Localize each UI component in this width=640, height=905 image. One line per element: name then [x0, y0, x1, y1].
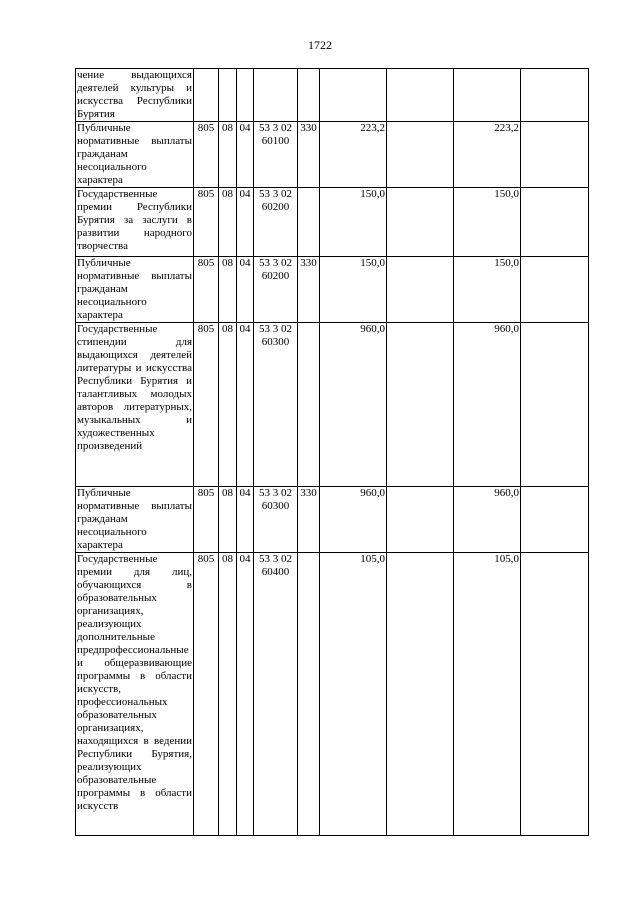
- row-csr: 53 3 02 60200: [254, 188, 298, 257]
- row-grbs: 805: [194, 323, 219, 487]
- row-grbs: 805: [194, 257, 219, 323]
- row-sum-1: 150,0: [320, 188, 387, 257]
- row-sum-1: 223,2: [320, 122, 387, 188]
- row-pr: 04: [237, 122, 254, 188]
- table-row: [76, 122, 589, 188]
- row-rz: [219, 69, 237, 122]
- row-sum-2: [387, 188, 454, 257]
- table-row: [76, 553, 589, 836]
- row-sum-3: 960,0: [454, 323, 521, 487]
- row-name: Публичные нормативные выплаты гражданам несоциального характера: [77, 487, 192, 551]
- row-sum-2: [387, 487, 454, 553]
- row-grbs: [194, 69, 219, 122]
- row-csr: 53 3 02 60300: [254, 323, 298, 487]
- row-pr: 04: [237, 188, 254, 257]
- row-sum-1: [320, 69, 387, 122]
- row-pr: 04: [237, 487, 254, 553]
- budget-table: [75, 68, 589, 836]
- row-sum-3: 960,0: [454, 487, 521, 553]
- table-row: [76, 188, 589, 257]
- row-csr: [254, 69, 298, 122]
- row-csr: 53 3 02 60100: [254, 122, 298, 188]
- row-name: Публичные нормативные выплаты гражданам несоциального характера: [77, 257, 192, 321]
- row-rz: 08: [219, 257, 237, 323]
- row-pr: 04: [237, 323, 254, 487]
- row-vr: [298, 69, 320, 122]
- row-vr: [298, 553, 320, 836]
- row-pr: 04: [237, 257, 254, 323]
- row-name: Государственные стипендии для выдающихся деятелей литературы и искусства Республики Бурятия и талантливых молодых авторов литературных, музыкальных и художественных произведений: [76, 323, 194, 487]
- row-sum-4: [521, 487, 589, 553]
- row-sum-3: 105,0: [454, 553, 521, 836]
- row-sum-4: [521, 257, 589, 323]
- row-rz: 08: [219, 122, 237, 188]
- row-sum-2: [387, 69, 454, 122]
- row-sum-1: 960,0: [320, 323, 387, 487]
- row-sum-4: [521, 69, 589, 122]
- row-sum-3: 150,0: [454, 257, 521, 323]
- row-name: Государственные премии для лиц, обучающихся в образовательных организациях, реализующих дополнительные предпрофессиональные и общеразвивающие программы в области искусств, профессиональных образовательных организациях, находящихся в ведении Республики Бурятия, реализующих образовательные программы в области искусств: [76, 553, 194, 836]
- table-row: [76, 323, 589, 487]
- table-row: [76, 69, 589, 122]
- row-grbs: 805: [194, 553, 219, 836]
- row-rz: 08: [219, 188, 237, 257]
- row-sum-2: [387, 257, 454, 323]
- row-pr: 04: [237, 553, 254, 836]
- row-sum-1: 105,0: [320, 553, 387, 836]
- row-sum-1: 960,0: [320, 487, 387, 553]
- row-name: Государственные премии Республики Бурятия за заслуги в развитии народного творчества: [76, 188, 194, 257]
- row-vr: [298, 188, 320, 257]
- row-sum-3: 150,0: [454, 188, 521, 257]
- row-csr: 53 3 02 60300: [254, 487, 298, 553]
- row-sum-1: 150,0: [320, 257, 387, 323]
- row-csr: 53 3 02 60200: [254, 257, 298, 323]
- row-vr: 330: [298, 122, 320, 188]
- page-number: 1722: [308, 38, 332, 52]
- row-sum-4: [521, 188, 589, 257]
- row-sum-4: [521, 122, 589, 188]
- row-sum-2: [387, 323, 454, 487]
- row-sum-2: [387, 553, 454, 836]
- row-grbs: 805: [194, 487, 219, 553]
- row-grbs: 805: [194, 188, 219, 257]
- row-sum-3: [454, 69, 521, 122]
- row-sum-2: [387, 122, 454, 188]
- row-name: чение выдающихся деятелей культуры и искусства Республики Бурятия: [77, 69, 192, 120]
- row-name: Публичные нормативные выплаты гражданам несоциального характера: [77, 122, 192, 186]
- row-vr: 330: [298, 257, 320, 323]
- table-row: [76, 257, 589, 323]
- row-pr: [237, 69, 254, 122]
- row-rz: 08: [219, 487, 237, 553]
- row-rz: 08: [219, 323, 237, 487]
- row-grbs: 805: [194, 122, 219, 188]
- row-sum-4: [521, 553, 589, 836]
- row-sum-4: [521, 323, 589, 487]
- row-sum-3: 223,2: [454, 122, 521, 188]
- table-row: [76, 487, 589, 553]
- row-rz: 08: [219, 553, 237, 836]
- row-vr: [298, 323, 320, 487]
- row-csr: 53 3 02 60400: [254, 553, 298, 836]
- row-vr: 330: [298, 487, 320, 553]
